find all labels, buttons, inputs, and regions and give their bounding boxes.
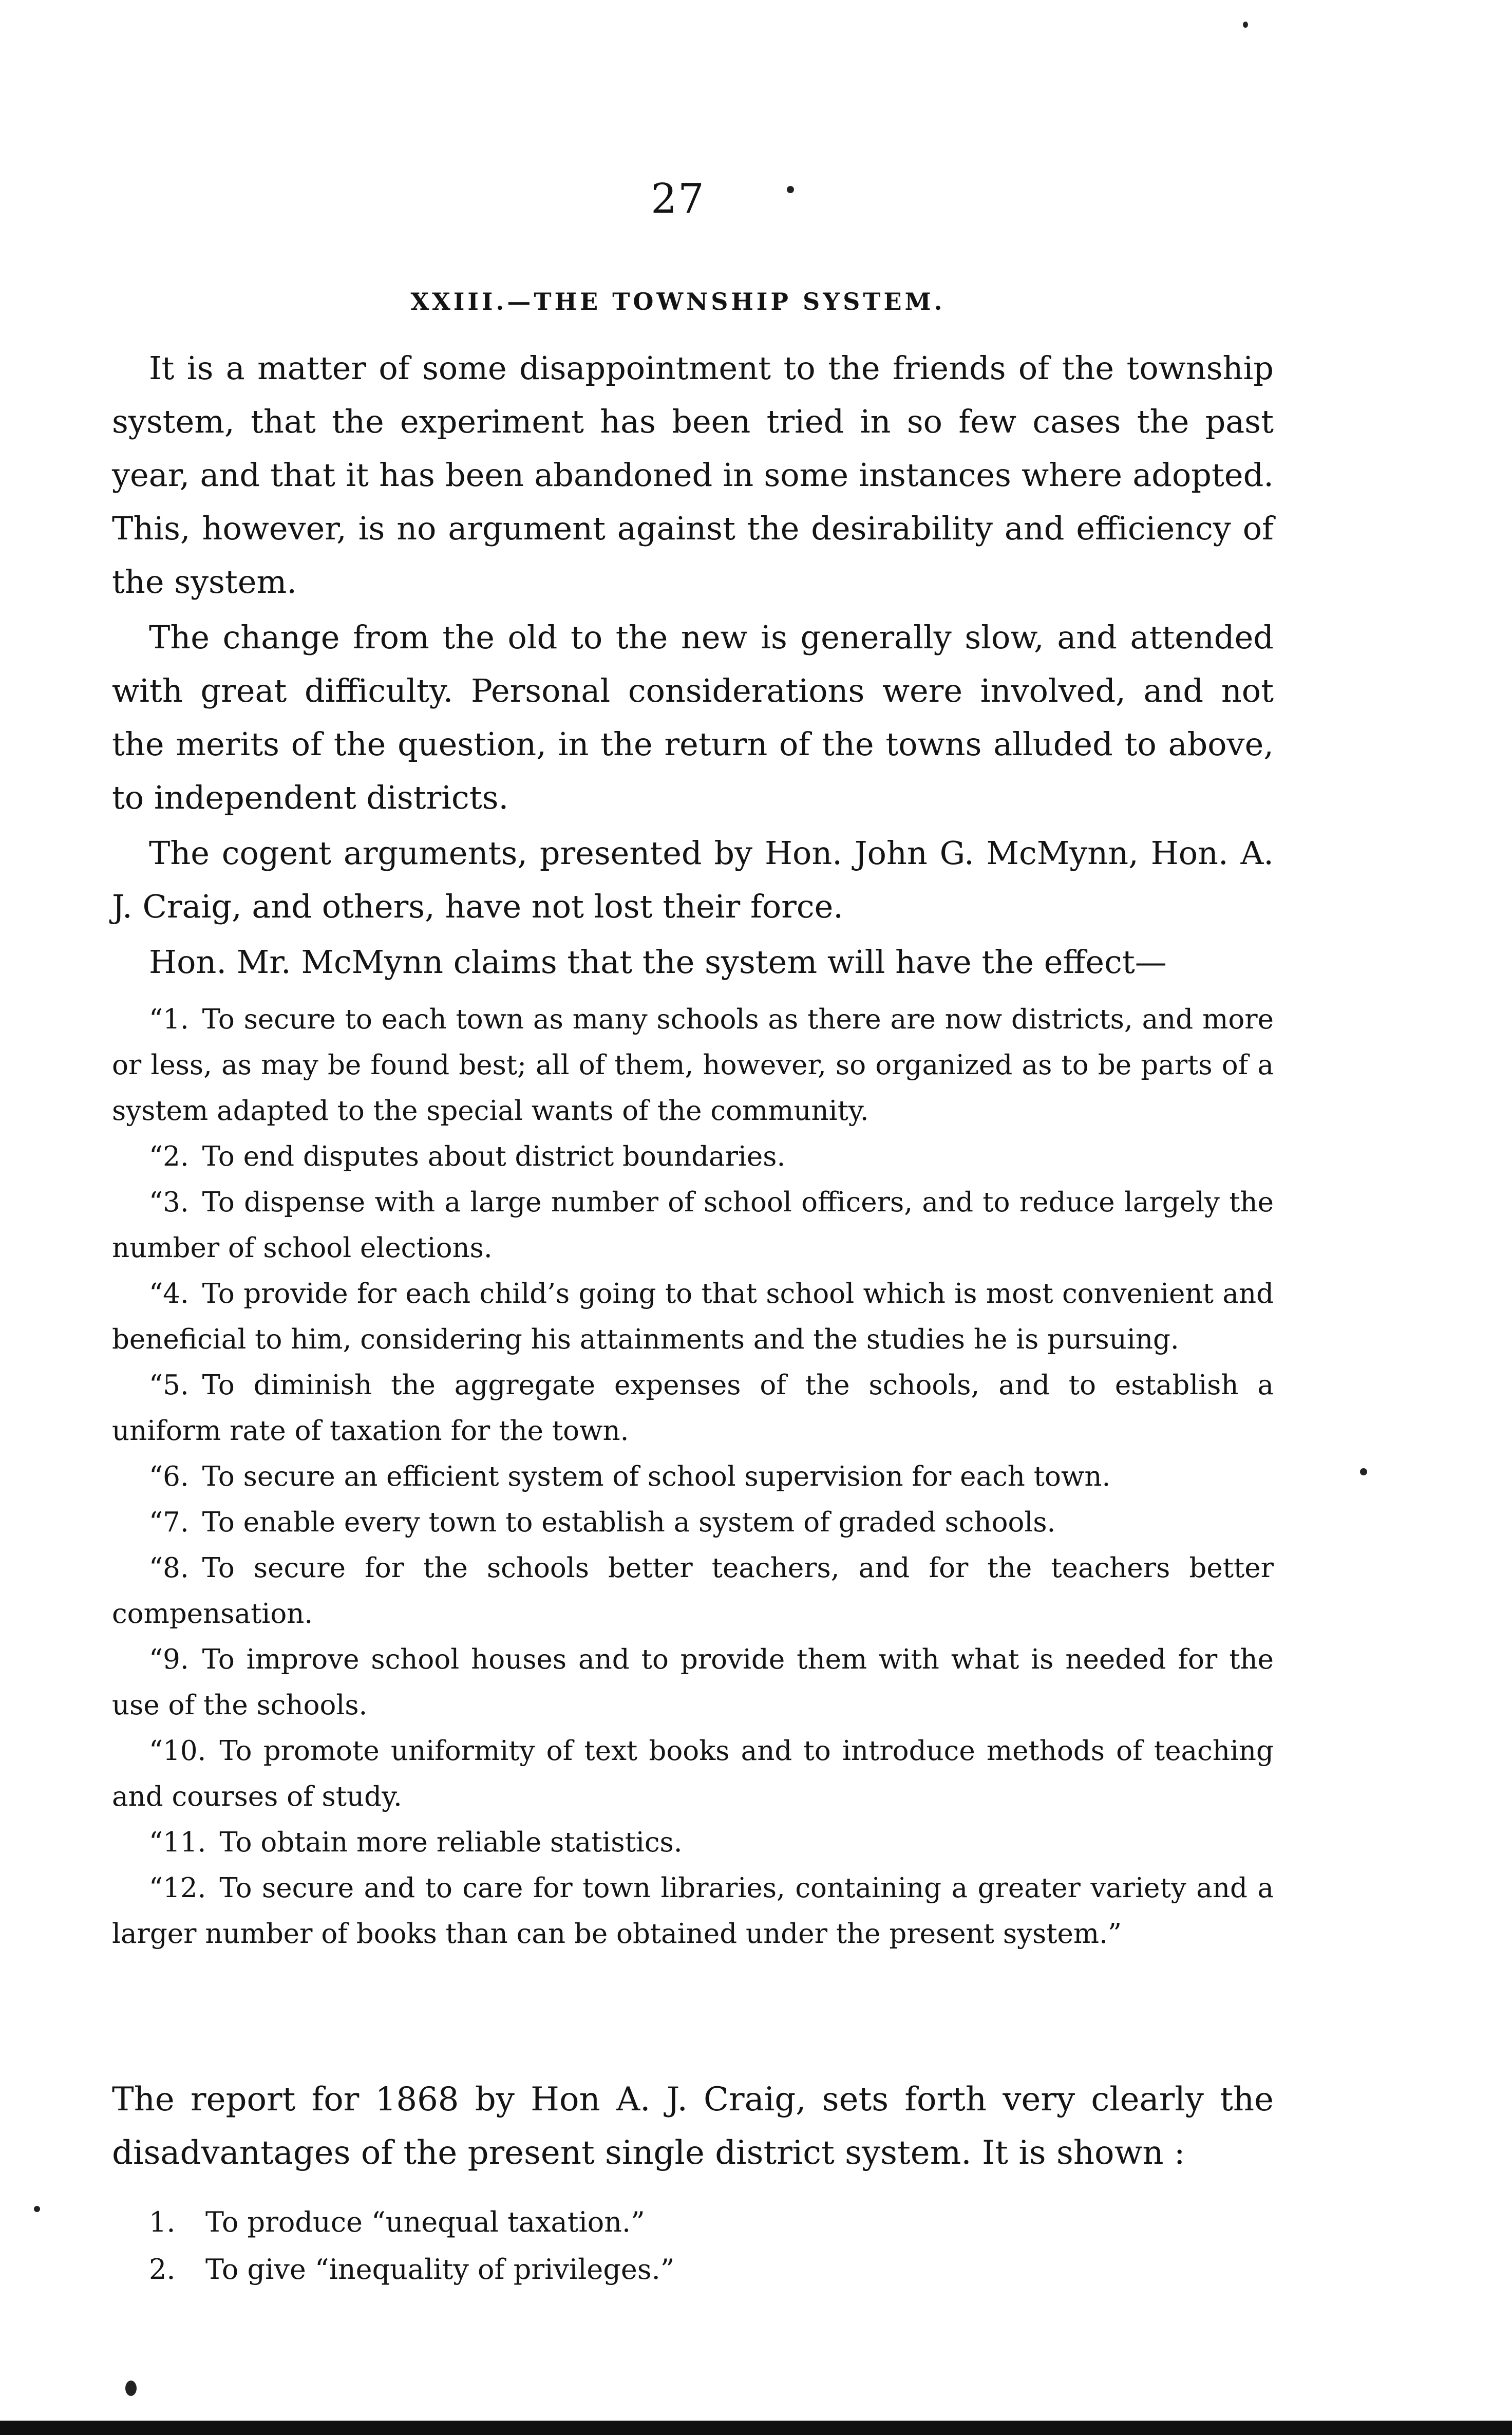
scan-speck xyxy=(1360,1468,1367,1475)
scan-speck xyxy=(1243,22,1248,28)
intro-paragraphs xyxy=(112,342,1274,991)
item-text: To dispense with a large number of school officers, and to reduce largely the number of school elections. xyxy=(112,1187,1274,1264)
item-text: To enable every town to establish a system of graded schools. xyxy=(202,1507,1056,1538)
list-item xyxy=(112,1134,1274,1179)
list-item xyxy=(112,1820,1274,1865)
list-item xyxy=(112,1545,1274,1637)
item-text: To produce “unequal taxation.” xyxy=(205,2206,645,2238)
item-text: To obtain more reliable statistics. xyxy=(219,1827,683,1858)
item-number: “4. xyxy=(149,1278,189,1309)
item-text: To improve school houses and to provide them with what is needed for the use of the schools. xyxy=(112,1644,1274,1721)
item-number: “9. xyxy=(149,1644,189,1675)
list-item xyxy=(112,1454,1274,1500)
item-text: To secure and to care for town libraries, containing a greater variety and a larger number of books than can be obtained under the present system.” xyxy=(112,1872,1274,1950)
item-text: To end disputes about district boundaries. xyxy=(202,1141,786,1172)
list-item xyxy=(112,997,1274,1134)
paragraph: The change from the old to the new is generally slow, and attended with great difficulty. Personal considerations were involved, and not the merits of the question, in the return of the towns alluded to above, to independent districts. xyxy=(112,619,1274,816)
paragraph: It is a matter of some disappointment to the friends of the township system, that the experiment has been tried in so few cases the past year, and that it has been abandoned in some instances where adopted. This, however, is no argument against the desirability and efficiency of the system. xyxy=(112,349,1274,601)
item-number: 2. xyxy=(149,2253,176,2286)
item-number: “2. xyxy=(149,1141,189,1172)
item-number: “10. xyxy=(149,1735,206,1767)
item-number: “6. xyxy=(149,1461,189,1492)
item-text: To diminish the aggregate expenses of the schools, and to establish a uniform rate of taxation for the town. xyxy=(112,1370,1274,1447)
list-item xyxy=(149,2199,1269,2246)
page-number: 27 xyxy=(651,175,705,222)
page-edge xyxy=(0,2421,1512,2435)
scan-speck xyxy=(125,2381,137,2396)
item-number: “8. xyxy=(149,1552,189,1584)
list-item xyxy=(112,1865,1274,1957)
item-text: To provide for each child’s going to that school which is most convenient and beneficial to him, considering his attainments and the studies he is pursuing. xyxy=(112,1278,1274,1355)
item-text: To secure to each town as many schools as there are now districts, and more or less, as may be found best; all of them, however, so organized as to be parts of a system adapted to the special wants of the community. xyxy=(112,1004,1274,1127)
item-text: To secure an efficient system of school supervision for each town. xyxy=(202,1461,1111,1492)
item-number: “7. xyxy=(149,1507,189,1538)
quoted-list xyxy=(112,997,1274,1957)
item-text: To secure for the schools better teachers, and for the teachers better compensation. xyxy=(112,1552,1274,1629)
item-number: “11. xyxy=(149,1827,206,1858)
scan-speck xyxy=(787,186,794,193)
list-item xyxy=(112,1728,1274,1820)
item-number: “5. xyxy=(149,1370,189,1401)
list-item xyxy=(112,1271,1274,1362)
item-number: “3. xyxy=(149,1187,189,1218)
item-number: “1. xyxy=(149,1004,189,1035)
paragraph: Hon. Mr. McMynn claims that the system will have the effect— xyxy=(149,943,1167,981)
section-heading: XXIII.—THE TOWNSHIP SYSTEM. xyxy=(410,288,946,315)
report-list xyxy=(149,2199,1269,2293)
item-text: To give “inequality of privileges.” xyxy=(205,2253,675,2286)
list-item xyxy=(112,1362,1274,1454)
scan-speck xyxy=(34,2206,40,2212)
list-item xyxy=(112,1500,1274,1545)
item-number: “12. xyxy=(149,1872,206,1904)
item-number: 1. xyxy=(149,2206,176,2238)
paragraph: The cogent arguments, presented by Hon. John G. McMynn, Hon. A. J. Craig, and others, have not lost their force. xyxy=(112,834,1274,925)
list-item xyxy=(112,1637,1274,1728)
list-item xyxy=(112,1179,1274,1271)
item-text: To promote uniformity of text books and to introduce methods of teaching and courses of study. xyxy=(112,1735,1274,1812)
list-item xyxy=(149,2246,1269,2293)
report-intro: The report for 1868 by Hon A. J. Craig, sets forth very clearly the disadvantages of the present single district system. It is shown : xyxy=(112,2081,1274,2172)
